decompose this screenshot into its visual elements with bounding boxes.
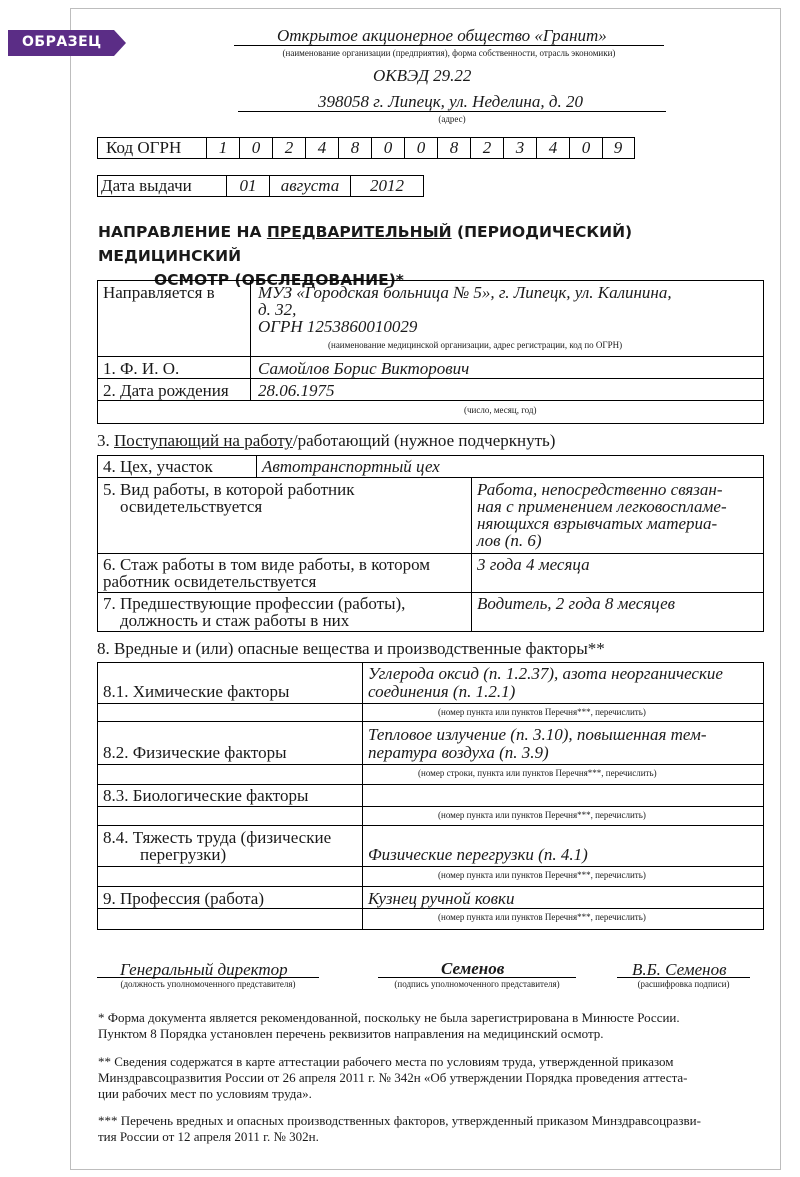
issue-date-day: 01	[226, 176, 269, 196]
phys-value-1: Тепловое излучение (п. 3.10), повышенная тем-	[368, 725, 707, 744]
hazards-table-hline	[97, 764, 764, 765]
profession-caption: (номер пункта или пунктов Перечня***, перечислить)	[438, 912, 646, 922]
org-name-caption: (наименование организации (предприятия), форма собственности, отрасль экономики)	[282, 48, 616, 58]
title-line-2: ОСМОТР (ОБСЛЕДОВАНИЕ)*	[154, 271, 404, 289]
ogrn-digit: 0	[371, 138, 404, 158]
ogrn-row	[97, 137, 635, 159]
sample-badge	[8, 30, 118, 56]
signer-position-caption: (должность уполномоченного представителя)	[120, 979, 296, 989]
signature-decoding: В.Б. Семенов	[632, 960, 727, 979]
heavy-value: Физические перегрузки (п. 4.1)	[368, 845, 588, 864]
work-table-hline	[97, 592, 764, 593]
bio-label: 8.3. Биологические факторы	[103, 786, 309, 805]
workshop-value: Автотранспортный цех	[262, 457, 440, 476]
heavy-label-1: 8.4. Тяжесть труда (физические	[103, 828, 332, 847]
footnote-1-line-1: * Форма документа является рекомендованной, поскольку не была зарегистрирована в Минюсте России.	[98, 1010, 680, 1025]
heavy-label-2: перегрузки)	[140, 845, 227, 864]
hazards-table-hline	[97, 806, 764, 807]
ogrn-digit: 3	[503, 138, 536, 158]
work-type-value-4: лов (п. 6)	[477, 531, 542, 550]
signer-position-line	[97, 977, 319, 978]
chem-value-2: соединения (п. 1.2.1)	[368, 682, 516, 701]
workshop-label: 4. Цех, участок	[103, 457, 213, 476]
signature-mark: Семенов	[441, 959, 505, 978]
profession-value: Кузнец ручной ковки	[368, 889, 515, 908]
footnote-3-line-2: тия России от 12 апреля 2011 г. № 302н.	[98, 1129, 319, 1144]
patient-table-hline	[97, 400, 764, 401]
chem-label: 8.1. Химические факторы	[103, 682, 290, 701]
hazards-table-hline	[97, 908, 764, 909]
ogrn-digit: 8	[338, 138, 371, 158]
work-table-hline	[97, 553, 764, 554]
fio-label: 1. Ф. И. О.	[103, 359, 180, 378]
work-type-label-2: освидетельствуется	[120, 497, 263, 516]
hazards-table-hline	[97, 825, 764, 826]
prev-professions-label-2: должность и стаж работы в них	[120, 611, 350, 630]
sent-to-line-1: МУЗ «Городская больница № 5», г. Липецк, ул. Калинина,	[258, 283, 672, 302]
signer-position: Генеральный директор	[120, 960, 288, 979]
issue-date-year: 2012	[350, 176, 423, 196]
prev-professions-label-1: 7. Предшествующие профессии (работы),	[103, 594, 406, 613]
experience-label-2: работник освидетельствуется	[103, 572, 317, 591]
issue-date-month: августа	[269, 176, 350, 196]
badge-label: ОБРАЗЕЦ	[22, 34, 102, 50]
hazards-table-hline	[97, 703, 764, 704]
dob-caption: (число, месяц, год)	[464, 405, 537, 415]
hazards-table-hline	[97, 784, 764, 785]
patient-table-hline	[97, 356, 764, 357]
ogrn-digit: 2	[470, 138, 503, 158]
footnote-2-line-3: ции рабочих мест по условиям труда».	[98, 1086, 312, 1101]
footnote-2-line-1: ** Сведения содержатся в карте аттестации рабочего места по условиям труда, утвержденной приказом	[98, 1054, 674, 1069]
signature-decoding-caption: (расшифровка подписи)	[637, 979, 730, 989]
title-line-1: НАПРАВЛЕНИЕ НА ПРЕДВАРИТЕЛЬНЫЙ (ПЕРИОДИЧЕСКИЙ) МЕДИЦИНСКИЙ	[98, 223, 633, 265]
ogrn-digit: 0	[239, 138, 272, 158]
org-address-caption: (адрес)	[438, 114, 466, 124]
footnote-2	[98, 1054, 768, 1102]
hazards-table-hline	[97, 886, 764, 887]
issue-date-row	[97, 175, 424, 197]
work-table-hline	[97, 477, 764, 478]
ogrn-digit: 0	[569, 138, 602, 158]
prev-professions-value: Водитель, 2 года 8 месяцев	[477, 594, 676, 613]
section-8-heading: 8. Вредные и (или) опасные вещества и производственные факторы**	[97, 639, 605, 658]
ogrn-digit: 4	[305, 138, 338, 158]
org-address: 398058 г. Липецк, ул. Неделина, д. 20	[318, 92, 583, 111]
footnote-3-line-1: *** Перечень вредных и опасных производственных факторов, утвержденный приказом Минздравсоцразви-	[98, 1113, 701, 1128]
org-address-underline	[238, 111, 666, 112]
fio-value: Самойлов Борис Викторович	[258, 359, 470, 378]
hazards-table-hline	[97, 721, 764, 722]
org-name: Открытое акционерное общество «Гранит»	[277, 26, 607, 45]
sent-to-line-2: д. 32,	[258, 300, 297, 319]
signature-line	[378, 977, 576, 978]
footnote-2-line-2: Минздравсоцразвития России от 26 апреля 2011 г. № 342н «Об утверждении Порядка проведения аттеста-	[98, 1070, 688, 1085]
section-3-heading: 3. Поступающий на работу/работающий (нужное подчеркнуть)	[97, 431, 556, 450]
phys-label: 8.2. Физические факторы	[103, 743, 287, 762]
sent-to-line-3: ОГРН 1253860010029	[258, 317, 418, 336]
footnote-1-line-2: Пунктом 8 Порядка установлен перечень реквизитов направления на медицинский осмотр.	[98, 1026, 604, 1041]
ogrn-digit: 1	[206, 138, 239, 158]
sent-to-label: Направляется в	[103, 283, 215, 302]
ogrn-digit: 4	[536, 138, 569, 158]
phys-value-2: пература воздуха (п. 3.9)	[368, 743, 549, 762]
work-type-value-3: няющихся взрывчатых материа-	[477, 514, 718, 533]
signature-decoding-line	[617, 977, 750, 978]
chem-value-1: Углерода оксид (п. 1.2.37), азота неорганические	[368, 664, 723, 683]
issue-date-label: Дата выдачи	[101, 176, 192, 195]
org-name-underline	[234, 45, 664, 46]
dob-label: 2. Дата рождения	[103, 381, 229, 400]
work-type-value-2: ная с применением легковоспламе-	[477, 497, 727, 516]
experience-value: 3 года 4 месяца	[477, 555, 590, 574]
hazards-table-hline	[97, 866, 764, 867]
work-type-value-1: Работа, непосредственно связан-	[477, 480, 723, 499]
okved: ОКВЭД 29.22	[373, 66, 472, 85]
heavy-caption: (номер пункта или пунктов Перечня***, перечислить)	[438, 870, 646, 880]
work-table-vline	[256, 455, 257, 477]
work-table-vline	[471, 477, 472, 632]
bio-caption: (номер пункта или пунктов Перечня***, перечислить)	[438, 810, 646, 820]
ogrn-digit: 8	[437, 138, 470, 158]
footnote-1	[98, 1010, 768, 1042]
signature-caption: (подпись уполномоченного представителя)	[394, 979, 560, 989]
ogrn-label: Код ОГРН	[106, 138, 182, 157]
experience-label-1: 6. Стаж работы в том виде работы, в котором	[103, 555, 431, 574]
sent-to-caption: (наименование медицинской организации, адрес регистрации, код по ОГРН)	[328, 340, 623, 350]
ogrn-digit: 9	[602, 138, 633, 158]
ogrn-digit: 0	[404, 138, 437, 158]
dob-value: 28.06.1975	[258, 381, 335, 400]
phys-caption: (номер строки, пункта или пунктов Перечня***, перечислить)	[418, 768, 657, 778]
work-type-label-1: 5. Вид работы, в которой работник	[103, 480, 355, 499]
ogrn-digit: 2	[272, 138, 305, 158]
patient-table-divider	[250, 280, 251, 400]
chem-caption: (номер пункта или пунктов Перечня***, перечислить)	[438, 707, 646, 717]
footnote-3	[98, 1113, 768, 1145]
profession-label: 9. Профессия (работа)	[103, 889, 264, 908]
patient-table-hline	[97, 378, 764, 379]
